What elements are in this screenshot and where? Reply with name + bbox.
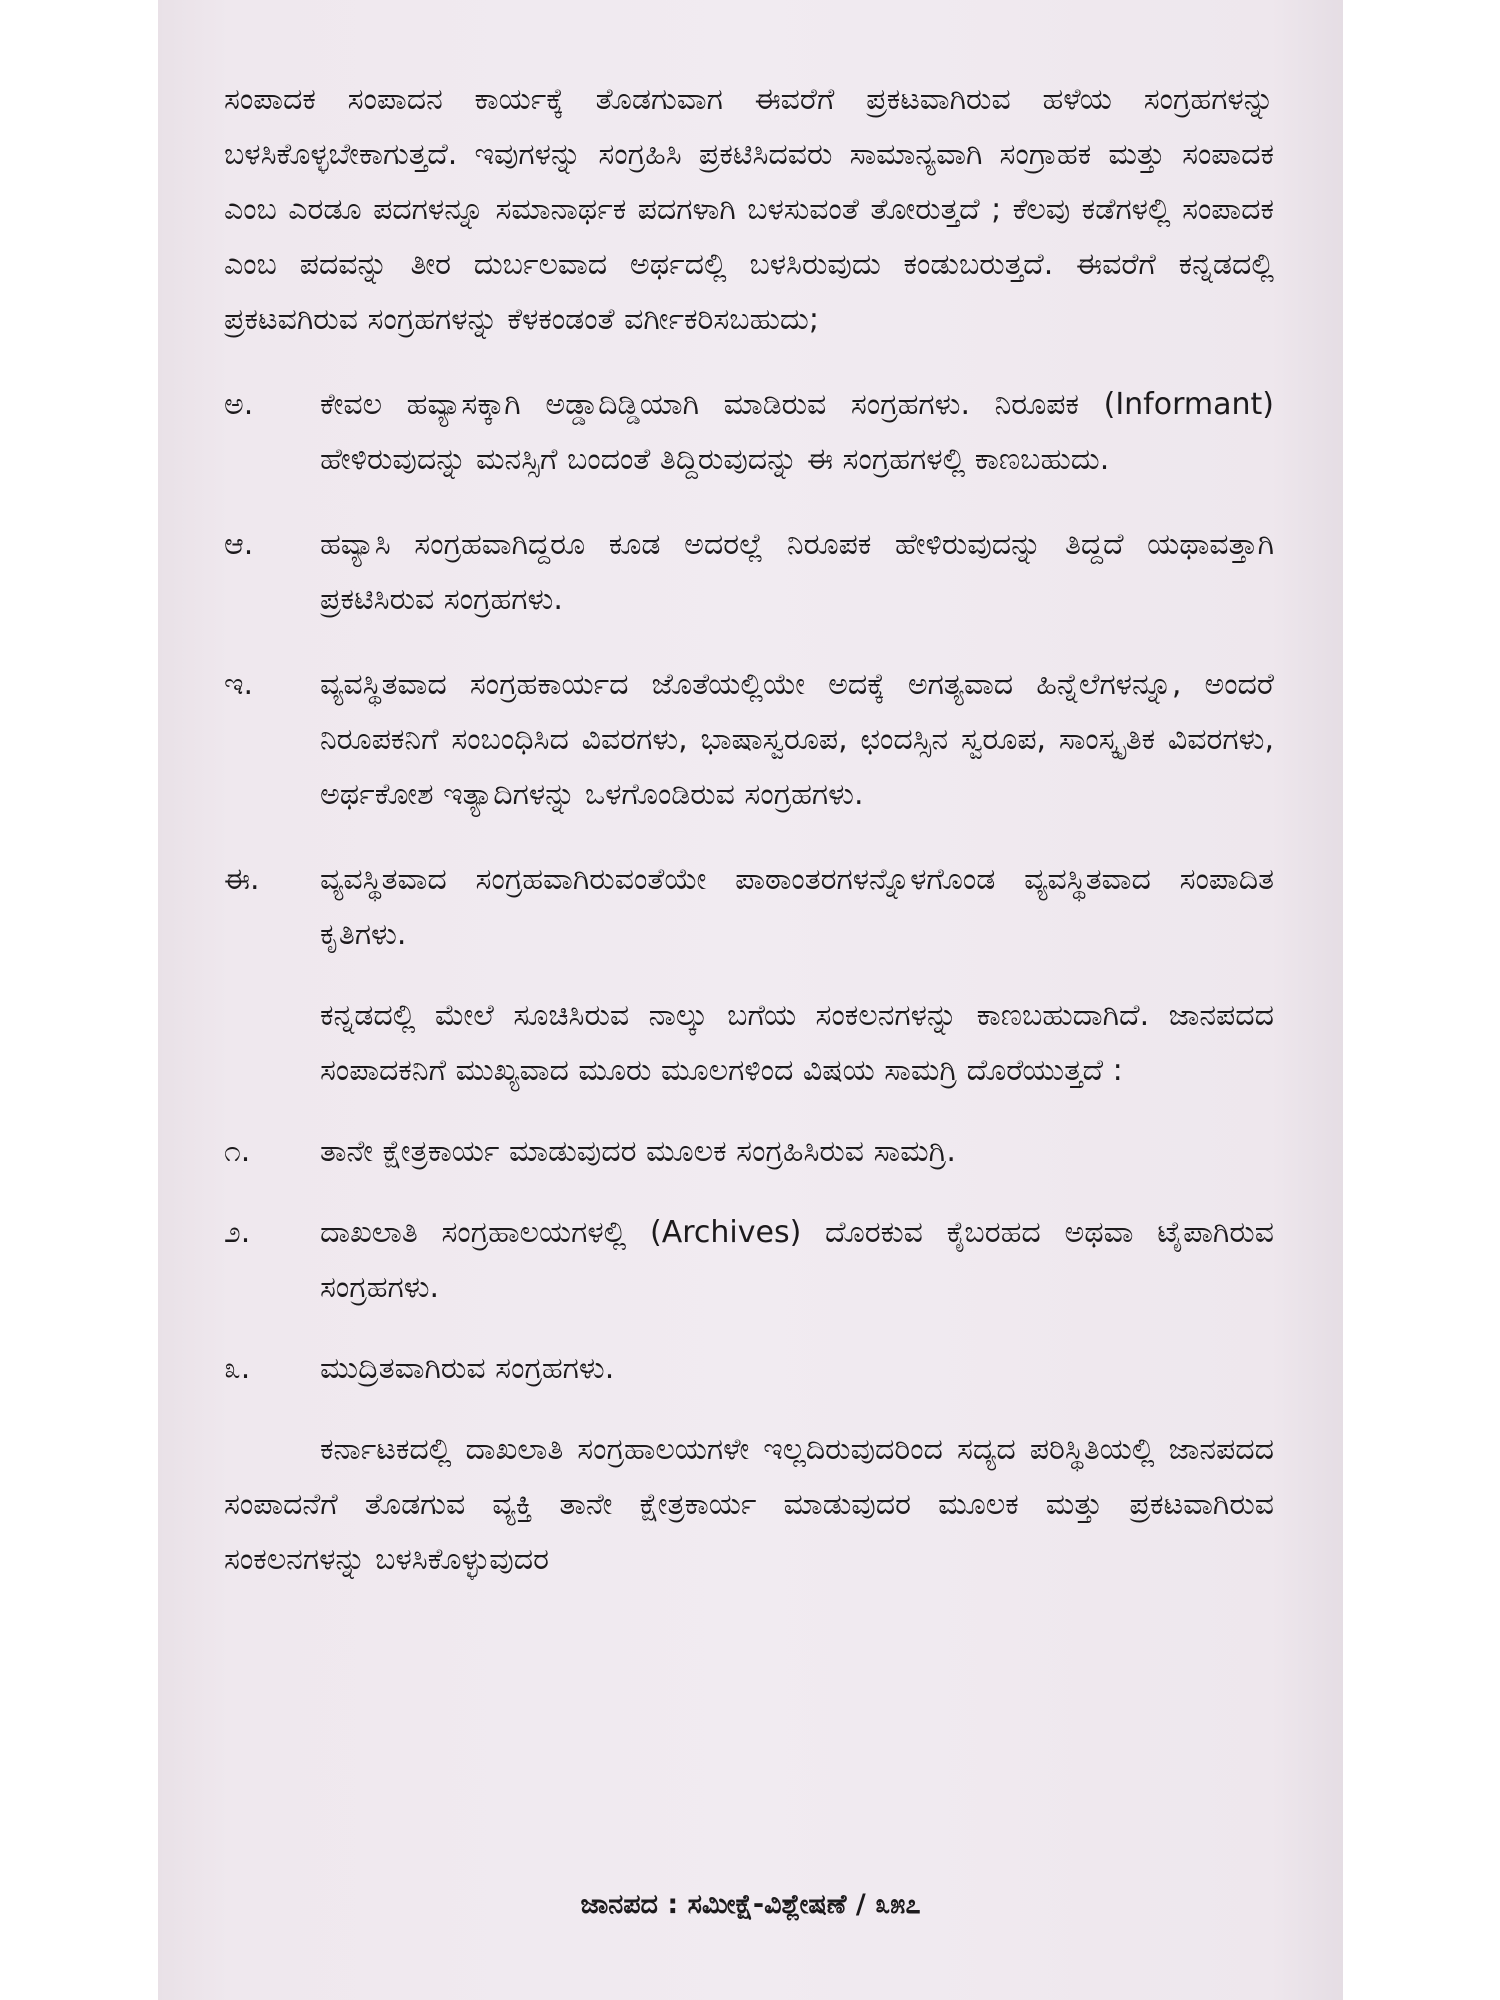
source-marker: ೧. [224, 1134, 251, 1169]
source-text: ತಾನೇ ಕ್ಷೇತ್ರಕಾರ್ಯ ಮಾಡುವುದರ ಮೂಲಕ ಸಂಗ್ರಹಿಸಿರುವ ಸಾಮಗ್ರಿ. [320, 1134, 956, 1169]
category-marker: ಅ. [224, 387, 254, 422]
category-text: ವ್ಯವಸ್ಥಿತವಾದ ಸಂಗ್ರಹಕಾರ್ಯದ ಜೊತೆಯಲ್ಲಿಯೇ ಅದಕ್ಕೆ ಅಗತ್ಯವಾದ ಹಿನ್ನೆಲೆಗಳನ್ನೂ, ಅಂದರೆ ನಿರೂಪಕನಿಗೆ ಸಂಬಂಧಿಸಿದ ವಿವರಗಳು, ಭಾಷಾಸ್ವರೂಪ, ಛಂದಸ್ಸಿನ ಸ್ವರೂಪ, ಸಾಂಸ್ಕೃತಿಕ ವಿವರಗಳು, ಅರ್ಥಕೋಶ ಇತ್ಯಾದಿಗಳನ್ನು ಒಳಗೊಂಡಿರುವ ಸಂಗ್ರಹಗಳು. [320, 667, 1274, 812]
category-item-aa [224, 517, 1274, 627]
middle-paragraph: ಕನ್ನಡದಲ್ಲಿ ಮೇಲೆ ಸೂಚಿಸಿರುವ ನಾಲ್ಕು ಬಗೆಯ ಸಂಕಲನಗಳನ್ನು ಕಾಣಬಹುದಾಗಿದೆ. ಜಾನಪದದ ಸಂಪಾದಕನಿಗೆ ಮುಖ್ಯವಾದ ಮೂರು ಮೂಲಗಳಿಂದ ವಿಷಯ ಸಾಮಗ್ರಿ ದೊರೆಯುತ್ತದೆ : [320, 998, 1274, 1088]
category-item-a [224, 377, 1274, 487]
category-marker: ಈ. [224, 862, 260, 897]
source-item-3 [224, 1341, 1274, 1396]
intro-paragraph: ಸಂಪಾದಕ ಸಂಪಾದನ ಕಾರ್ಯಕ್ಕೆ ತೊಡಗುವಾಗ ಈವರೆಗೆ ಪ್ರಕಟವಾಗಿರುವ ಹಳೆಯ ಸಂಗ್ರಹಗಳನ್ನು ಬಳಸಿಕೊಳ್ಳಬೇಕಾಗುತ್ತದೆ. ಇವುಗಳನ್ನು ಸಂಗ್ರಹಿಸಿ ಪ್ರಕಟಿಸಿದವರು ಸಾಮಾನ್ಯವಾಗಿ ಸಂಗ್ರಾಹಕ ಮತ್ತು ಸಂಪಾದಕ ಎಂಬ ಎರಡೂ ಪದಗಳನ್ನೂ ಸಮಾನಾರ್ಥಕ ಪದಗಳಾಗಿ ಬಳಸುವಂತೆ ತೋರುತ್ತದೆ ; ಕೆಲವು ಕಡೆಗಳಲ್ಲಿ ಸಂಪಾದಕ ಎಂಬ ಪದವನ್ನು ತೀರ ದುರ್ಬಲವಾದ ಅರ್ಥದಲ್ಲಿ ಬಳಸಿರುವುದು ಕಂಡುಬರುತ್ತದೆ. ಈವರೆಗೆ ಕನ್ನಡದಲ್ಲಿ ಪ್ರಕಟವಗಿರುವ ಸಂಗ್ರಹಗಳನ್ನು ಕೆಳಕಂಡಂತೆ ವರ್ಗೀಕರಿಸಬಹುದು; [224, 82, 1274, 337]
source-marker: ೩. [224, 1351, 251, 1386]
category-text: ಕೇವಲ ಹವ್ಯಾಸಕ್ಕಾಗಿ ಅಡ್ಡಾದಿಡ್ಡಿಯಾಗಿ ಮಾಡಿರುವ ಸಂಗ್ರಹಗಳು. ನಿರೂಪಕ (Informant) ಹೇಳಿರುವುದನ್ನು ಮನಸ್ಸಿಗೆ ಬಂದಂತೆ ತಿದ್ದಿರುವುದನ್ನು ಈ ಸಂಗ್ರಹಗಳಲ್ಲಿ ಕಾಣಬಹುದು. [320, 387, 1274, 477]
book-page [158, 0, 1343, 2000]
category-item-i [224, 657, 1274, 822]
closing-paragraph: ಕರ್ನಾಟಕದಲ್ಲಿ ದಾಖಲಾತಿ ಸಂಗ್ರಹಾಲಯಗಳೇ ಇಲ್ಲದಿರುವುದರಿಂದ ಸದ್ಯದ ಪರಿಸ್ಥಿತಿಯಲ್ಲಿ ಜಾನಪದದ ಸಂಪಾದನೆಗೆ ತೊಡಗುವ ವ್ಯಕ್ತಿ ತಾನೇ ಕ್ಷೇತ್ರಕಾರ್ಯ ಮಾಡುವುದರ ಮೂಲಕ ಮತ್ತು ಪ್ರಕಟವಾಗಿರುವ ಸಂಕಲನಗಳನ್ನು ಬಳಸಿಕೊಳ್ಳುವುದರ [224, 1432, 1274, 1577]
category-text: ವ್ಯವಸ್ಥಿತವಾದ ಸಂಗ್ರಹವಾಗಿರುವಂತೆಯೇ ಪಾಠಾಂತರಗಳನ್ನೊಳಗೊಂಡ ವ್ಯವಸ್ಥಿತವಾದ ಸಂಪಾದಿತ ಕೃತಿಗಳು. [320, 862, 1274, 952]
scan-left-margin [0, 0, 158, 2000]
source-item-2 [224, 1205, 1274, 1315]
source-item-1 [224, 1124, 1274, 1179]
page-footer: ಜಾನಪದ : ಸಮೀಕ್ಷೆ-ವಿಶ್ಲೇಷಣೆ / ೩೫೭ [580, 1889, 921, 1920]
category-marker: ಆ. [224, 527, 254, 562]
source-text: ದಾಖಲಾತಿ ಸಂಗ್ರಹಾಲಯಗಳಲ್ಲಿ (Archives) ದೊರಕುವ ಕೈಬರಹದ ಅಥವಾ ಟೈಪಾಗಿರುವ ಸಂಗ್ರಹಗಳು. [320, 1215, 1274, 1305]
category-marker: ಇ. [224, 667, 254, 702]
source-text: ಮುದ್ರಿತವಾಗಿರುವ ಸಂಗ್ರಹಗಳು. [320, 1351, 615, 1386]
category-text: ಹವ್ಯಾಸಿ ಸಂಗ್ರಹವಾಗಿದ್ದರೂ ಕೂಡ ಅದರಲ್ಲೆ ನಿರೂಪಕ ಹೇಳಿರುವುದನ್ನು ತಿದ್ದದೆ ಯಥಾವತ್ತಾಗಿ ಪ್ರಕಟಿಸಿರುವ ಸಂಗ್ರಹಗಳು. [320, 527, 1274, 617]
page-body [224, 72, 1274, 1587]
category-item-ii [224, 852, 1274, 962]
source-marker: ೨. [224, 1215, 251, 1250]
